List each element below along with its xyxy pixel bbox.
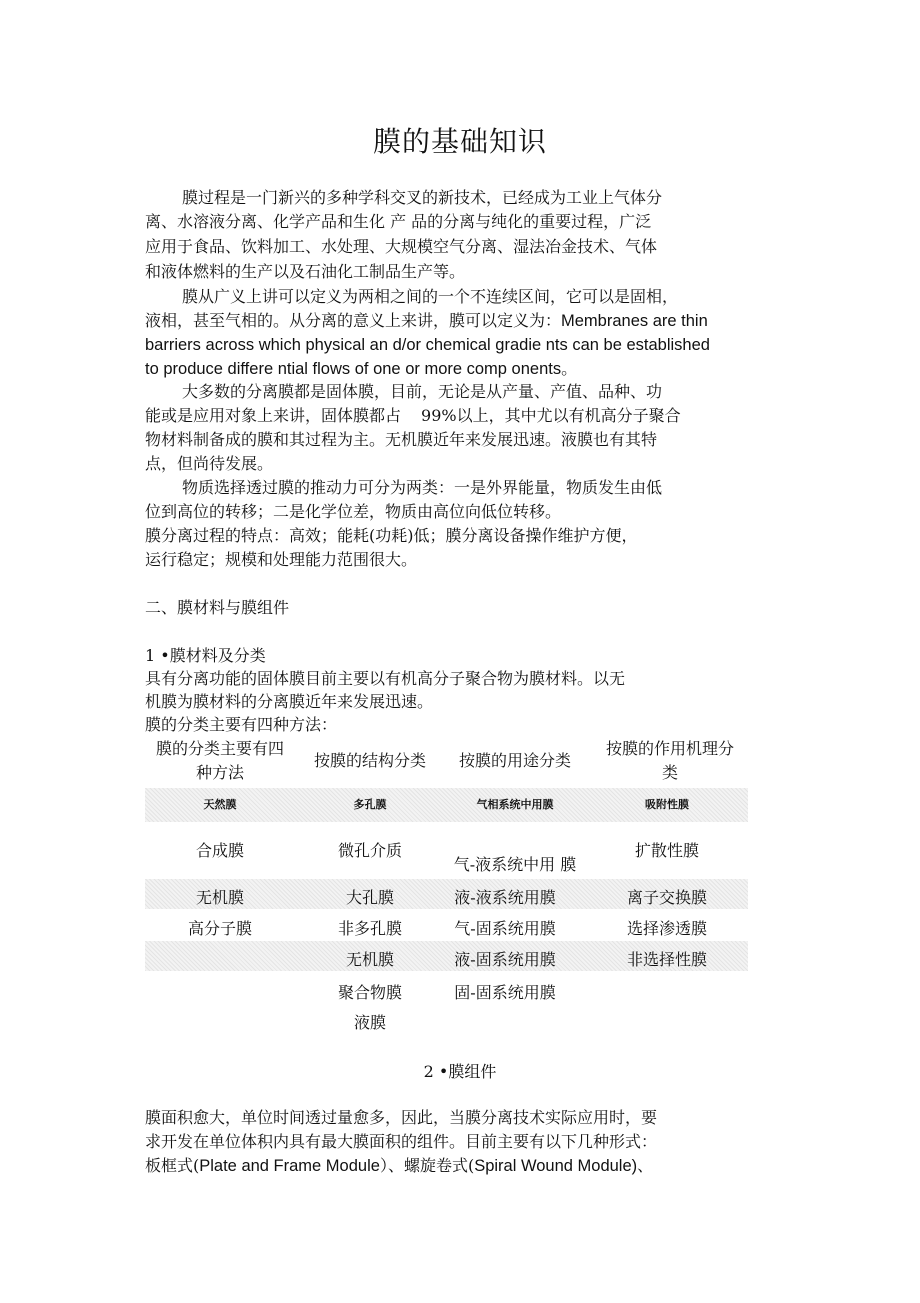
table-header-1-line1: 膜的分类主要有四 — [155, 739, 284, 758]
table-cell-r1-c1: 微孔介质 — [337, 841, 402, 860]
table-cell-r0-c3: 吸附性膜 — [645, 798, 689, 811]
table-cell-r6-c1: 液膜 — [353, 1013, 386, 1032]
intro-p2-line4 — [145, 357, 577, 381]
intro-p5-line1: 膜分离过程的特点：高效；能耗(功耗)低；膜分离设备操作维护方便， — [145, 526, 638, 545]
table-header-1 — [145, 737, 295, 785]
intro-p1-line2: 离、水溶液分离、化学产品和生化 产 品的分离与纯化的重要过程，广泛 — [145, 212, 652, 231]
intro-p1-line1: 膜过程是一门新兴的多种学科交叉的新技术，已经成为工业上气体分 — [182, 188, 663, 207]
table-cell-r2-c0: 无机膜 — [195, 888, 244, 907]
intro-p5-line2: 运行稳定；规模和处理能力范围很大。 — [145, 550, 418, 569]
intro-p2-line2 — [145, 309, 708, 333]
table-cell-r3-c0: 高分子膜 — [187, 919, 252, 938]
table-cell-r2-c2: 液-液系统用膜 — [454, 888, 556, 907]
intro-p2-end: 。 — [561, 359, 578, 378]
section2-heading: 二、膜材料与膜组件 — [145, 598, 290, 617]
table-header-2: 按膜的结构分类 — [313, 751, 426, 770]
intro-p3-line2-a: 能或是应用对象上来讲，固体膜都占 — [145, 406, 402, 425]
section2-sub1-text2: 机膜为膜材料的分离膜近年来发展迅速。 — [145, 692, 434, 711]
page-title: 膜的基础知识 — [372, 125, 547, 158]
table-header-4-line1: 按膜的作用机理分 — [605, 739, 734, 758]
table-cell-r4-c3: 非选择性膜 — [626, 950, 707, 969]
table-header-4 — [592, 737, 748, 785]
intro-p2-line1: 膜从广义上讲可以定义为两相之间的一个不连续区间，它可以是固相， — [182, 287, 679, 306]
last-line-part1: 板框式( — [145, 1156, 200, 1175]
section2-sub2-text1: 膜面积愈大，单位时间透过量愈多，因此，当膜分离技术实际应用时，要 — [145, 1108, 658, 1127]
table-cell-r5-c2: 固-固系统用膜 — [454, 983, 556, 1002]
last-line-part3: ）、螺旋卷式( — [379, 1156, 475, 1175]
intro-p3-line4: 点，但尚待发展。 — [145, 454, 274, 473]
section2-sub1-text3: 膜的分类主要有四种方法： — [145, 715, 338, 734]
intro-p3-line3: 物材料制备成的膜和其过程为主。无机膜近年来发展迅速。液膜也有其特 — [145, 430, 658, 449]
table-cell-r2-c1: 大孔膜 — [345, 888, 394, 907]
intro-p2-en3: to produce differe ntial flows of one or more comp onents — [145, 360, 562, 378]
table-header-1-line2: 种方法 — [195, 763, 244, 782]
table-cell-r4-c1: 无机膜 — [345, 950, 394, 969]
table-cell-r4-c2: 液-固系统用膜 — [454, 950, 556, 969]
section2-sub2-text2: 求开发在单位体积内具有最大膜面积的组件。目前主要有以下几种形式： — [145, 1132, 658, 1151]
intro-p2-en2: barriers across which physical an d/or chemical gradie nts can be established — [145, 336, 710, 354]
section2-last-line — [145, 1154, 653, 1178]
table-cell-r5-c1: 聚合物膜 — [337, 983, 402, 1002]
table-header-4-line2: 类 — [661, 763, 678, 782]
intro-p3-line1: 大多数的分离膜都是固体膜，目前，无论是从产量、产值、品种、功 — [182, 382, 663, 401]
table-cell-r1-c2: 气-液系统中用 膜 — [453, 855, 577, 874]
intro-p4-line1: 物质选择透过膜的推动力可分为两类：一是外界能量，物质发生由低 — [182, 478, 663, 497]
table-cell-r3-c1: 非多孔膜 — [337, 919, 402, 938]
table-cell-r0-c2: 气相系统中用膜 — [476, 798, 554, 811]
section2-sub1-text1: 具有分离功能的固体膜目前主要以有机高分子聚合物为膜材料。以无 — [145, 669, 626, 688]
table-header-3: 按膜的用途分类 — [458, 751, 571, 770]
section2-sub2: 2 •膜组件 — [423, 1062, 497, 1081]
intro-p3-line2-b: 99%以上，其中尤以有机高分子聚合 — [421, 406, 681, 425]
intro-p2-en1: Membranes are thin — [561, 312, 708, 330]
section2-sub1: 1 •膜材料及分类 — [145, 646, 266, 665]
last-line-part5: 、 — [637, 1156, 654, 1175]
table-cell-r3-c3: 选择渗透膜 — [626, 919, 707, 938]
table-cell-r0-c0: 天然膜 — [203, 798, 237, 811]
table-cell-r3-c2: 气-固系统用膜 — [454, 919, 556, 938]
intro-p3-line2 — [145, 404, 681, 428]
last-line-part4: Spiral Wound Module) — [474, 1157, 638, 1175]
table-cell-r2-c3: 离子交换膜 — [626, 888, 707, 907]
intro-p2-line2-cn: 液相，甚至气相的。从分离的意义上来讲，膜可以定义为： — [145, 311, 562, 330]
intro-p1-line4: 和液体燃料的生产以及石油化工制品生产等。 — [145, 262, 466, 281]
table-cell-r1-c0: 合成膜 — [195, 841, 244, 860]
table-cell-r1-c3: 扩散性膜 — [634, 841, 699, 860]
last-line-part2: Plate and Frame Module — [199, 1157, 380, 1175]
intro-p1-line3: 应用于食品、饮料加工、水处理、大规模空气分离、湿法冶金技术、气体 — [145, 237, 658, 256]
table-cell-r0-c1: 多孔膜 — [353, 798, 387, 811]
intro-p4-line2: 位到高位的转移；二是化学位差，物质由高位向低位转移。 — [145, 502, 562, 521]
